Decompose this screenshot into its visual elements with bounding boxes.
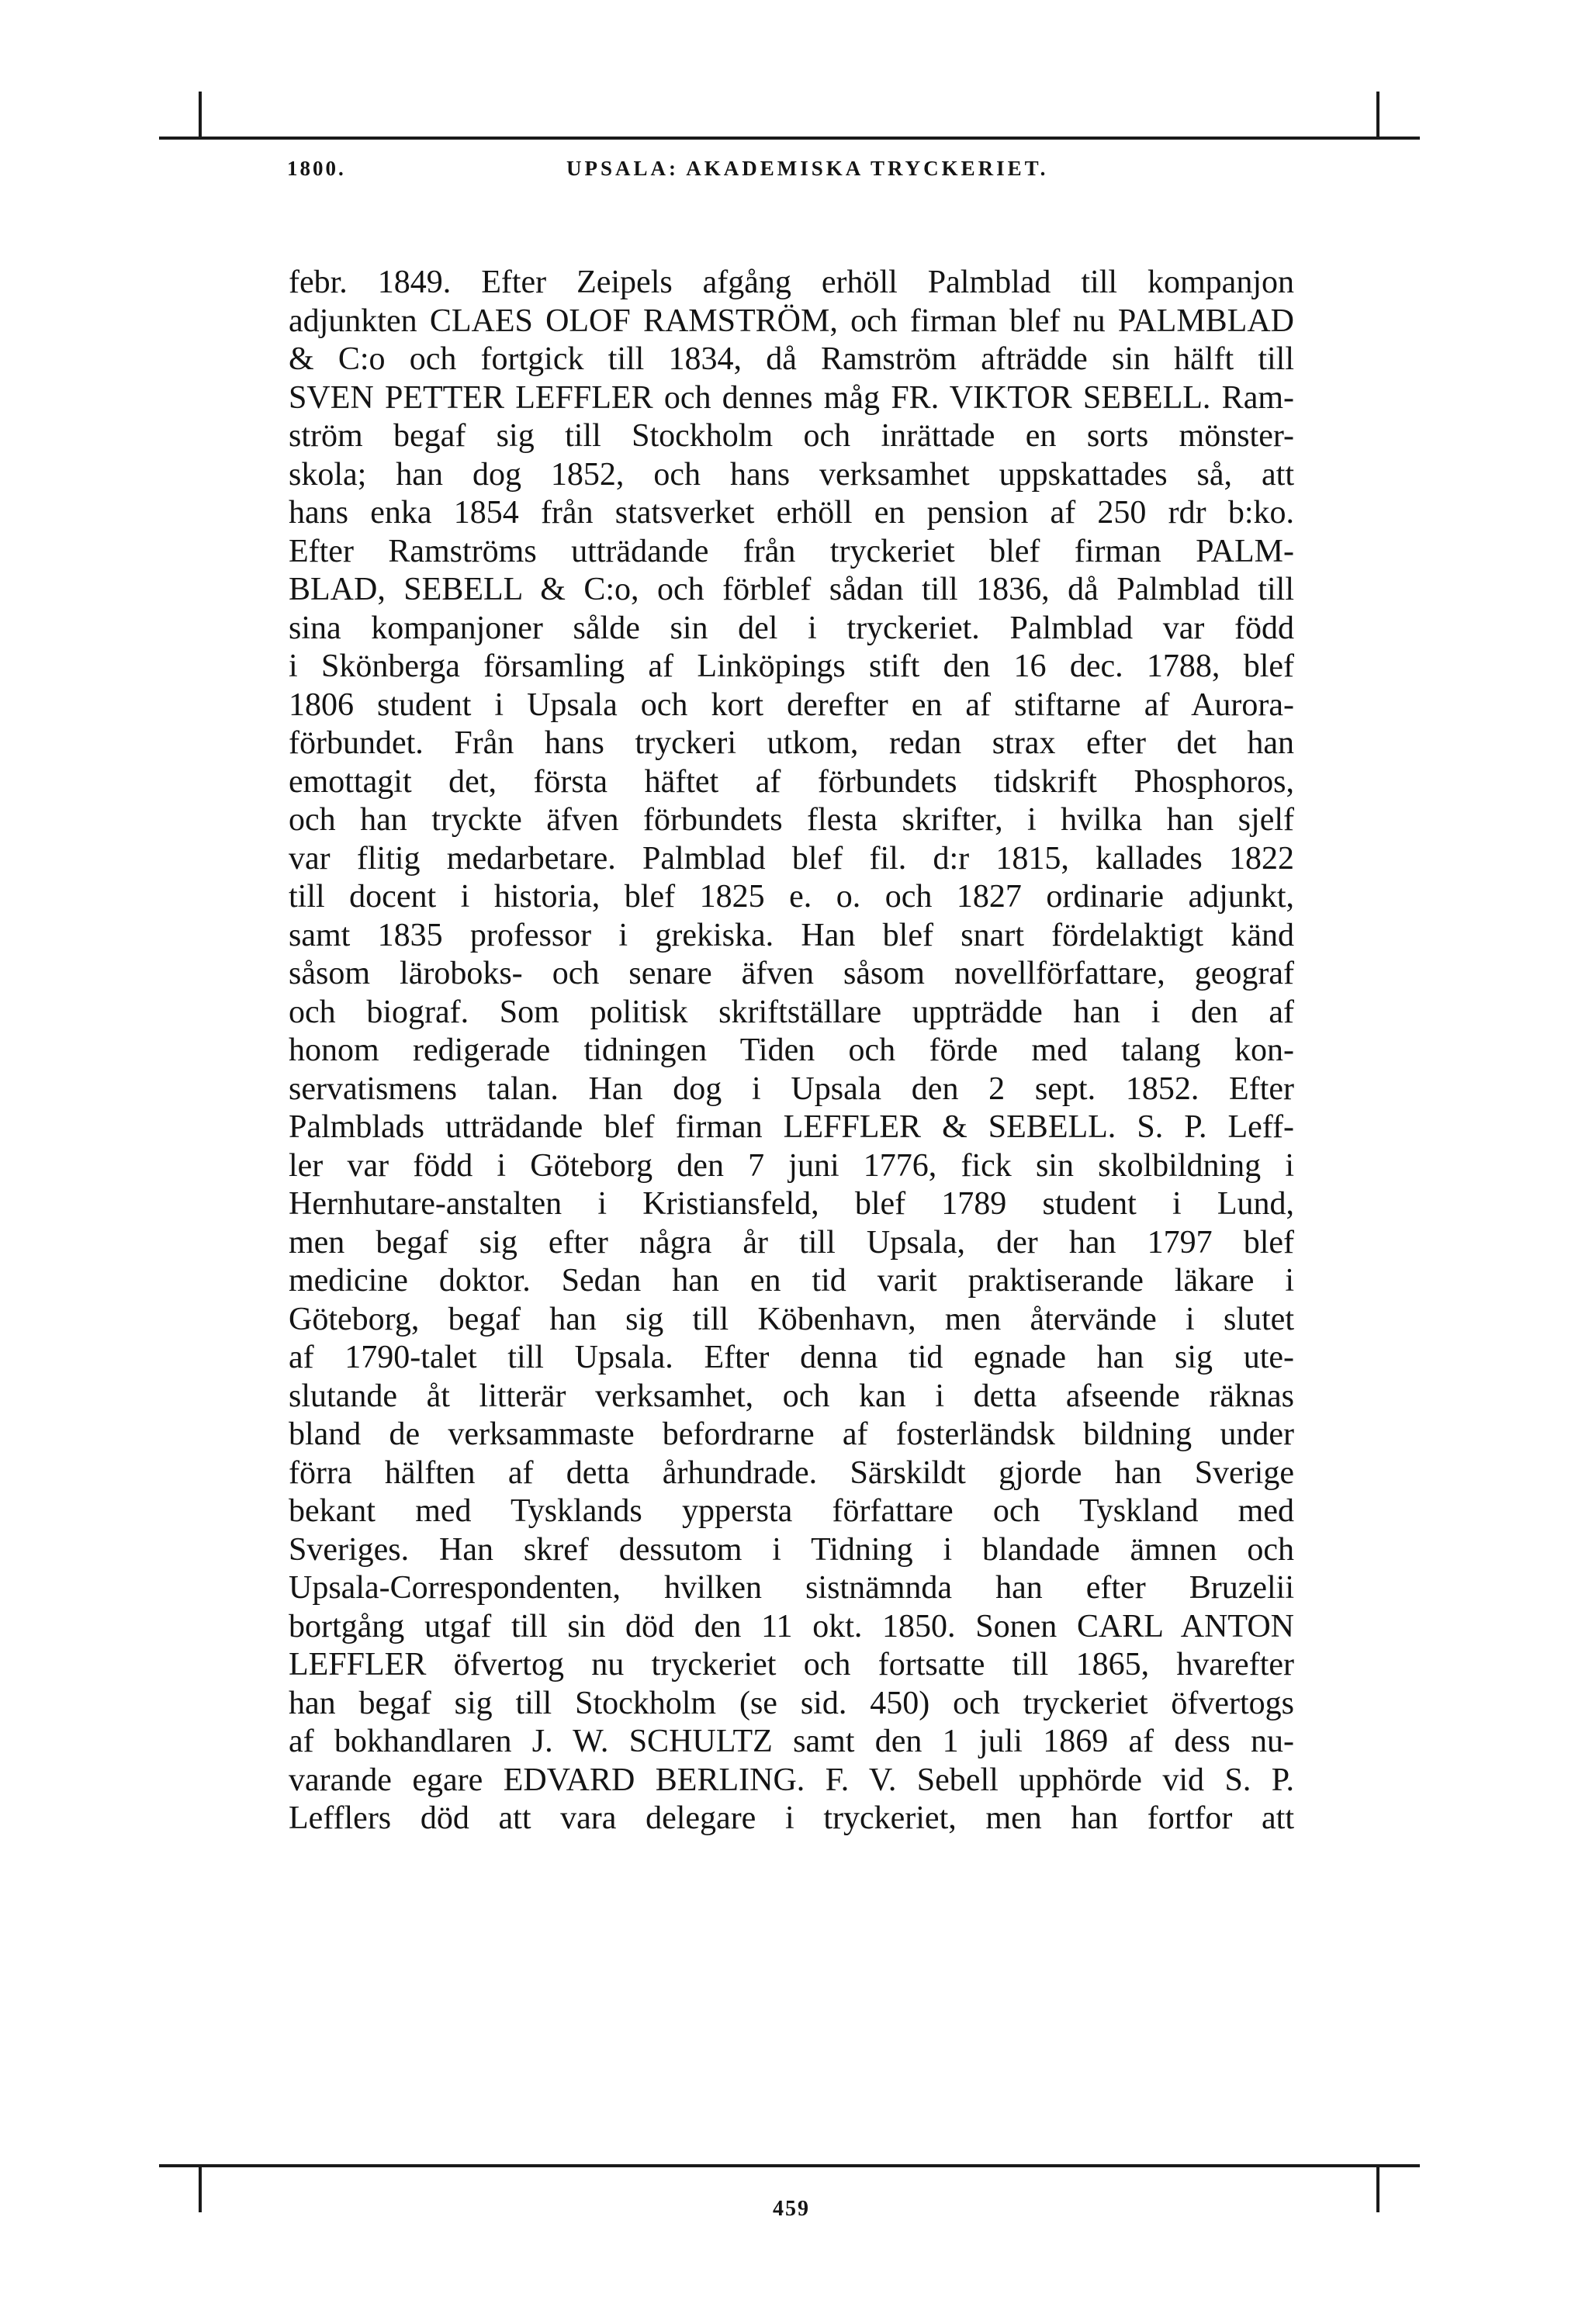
text-line: samt 1835 professor i grekiska. Han blef snart fördelaktigt känd bbox=[289, 917, 1294, 953]
text-line: LEFFLER öfvertog nu tryckeriet och fortsatte till 1865, hvarefter bbox=[289, 1647, 1294, 1682]
text-line: sina kompanjoner sålde sin del i tryckeriet. Palmblad var född bbox=[289, 610, 1294, 646]
top-rule bbox=[159, 137, 1420, 140]
header-year: 1800. bbox=[287, 157, 346, 180]
text-line: Lefflers död att vara delegare i tryckeriet, men han fortfor att bbox=[289, 1800, 1294, 1836]
top-right-tick bbox=[1376, 92, 1379, 140]
text-line: i Skönberga församling af Linköpings stift den 16 dec. 1788, blef bbox=[289, 648, 1294, 684]
text-line: men begaf sig efter några år till Upsala, der han 1797 blef bbox=[289, 1224, 1294, 1261]
text-line: servatismens talan. Han dog i Upsala den 2 sept. 1852. Efter bbox=[289, 1070, 1294, 1107]
text-line: af 1790-talet till Upsala. Efter denna tid egnade han sig ute- bbox=[289, 1340, 1294, 1375]
text-line: varande egare EDVARD BERLING. F. V. Sebell upphörde vid S. P. bbox=[289, 1762, 1294, 1798]
text-line: såsom läroboks- och senare äfven såsom novellförfattare, geograf bbox=[289, 956, 1294, 991]
text-line: adjunkten CLAES OLOF RAMSTRÖM, och firman blef nu PALMBLAD bbox=[289, 303, 1294, 339]
text-line: emottagit det, första häftet af förbundets tidskrift Phosphoros, bbox=[289, 763, 1294, 800]
text-line: 1806 student i Upsala och kort derefter en af stiftarne af Aurora- bbox=[289, 686, 1294, 723]
text-line: skola; han dog 1852, och hans verksamhet uppskattades så, att bbox=[289, 456, 1294, 493]
page-number: 459 bbox=[773, 2197, 810, 2221]
text-line: bortgång utgaf till sin död den 11 okt. 1850. Sonen CARL ANTON bbox=[289, 1608, 1294, 1644]
text-line: till docent i historia, blef 1825 e. o. och 1827 ordinarie adjunkt, bbox=[289, 879, 1294, 915]
text-line: bekant med Tysklands yppersta författare och Tyskland med bbox=[289, 1493, 1294, 1529]
text-line: Göteborg, begaf han sig till Köbenhavn, men återvände i slutet bbox=[289, 1301, 1294, 1337]
text-line: förbundet. Från hans tryckeri utkom, redan strax efter det han bbox=[289, 725, 1294, 761]
text-line: SVEN PETTER LEFFLER och dennes måg FR. VIKTOR SEBELL. Ram- bbox=[289, 379, 1294, 416]
text-line: Hernhutare-anstalten i Kristiansfeld, blef 1789 student i Lund, bbox=[289, 1186, 1294, 1222]
top-left-tick bbox=[199, 92, 202, 140]
text-line: bland de verksammaste befordrarne af fosterländsk bildning under bbox=[289, 1416, 1294, 1452]
text-line: ström begaf sig till Stockholm och inrättade en sorts mönster- bbox=[289, 418, 1294, 454]
text-line: af bokhandlaren J. W. SCHULTZ samt den 1 juli 1869 af dess nu- bbox=[289, 1724, 1294, 1759]
bottom-rule bbox=[159, 2164, 1420, 2167]
text-line: han begaf sig till Stockholm (se sid. 450) och tryckeriet öfvertogs bbox=[289, 1685, 1294, 1721]
text-line: & C:o och fortgick till 1834, då Ramström afträdde sin hälft till bbox=[289, 341, 1294, 377]
text-line: och biograf. Som politisk skriftställare uppträdde han i den af bbox=[289, 994, 1294, 1030]
text-line: hans enka 1854 från statsverket erhöll en pension af 250 rdr b:ko. bbox=[289, 495, 1294, 531]
text-line: ler var född i Göteborg den 7 juni 1776, fick sin skolbildning i bbox=[289, 1147, 1294, 1184]
text-line: var flitig medarbetare. Palmblad blef fil. d:r 1815, kallades 1822 bbox=[289, 840, 1294, 877]
text-line: förra hälften af detta århundrade. Särskildt gjorde han Sverige bbox=[289, 1454, 1294, 1491]
bottom-left-tick bbox=[199, 2164, 202, 2212]
text-line: medicine doktor. Sedan han en tid varit praktiserande läkare i bbox=[289, 1263, 1294, 1299]
text-line: Efter Ramströms utträdande från tryckeriet blef firman PALM- bbox=[289, 533, 1294, 569]
text-line: slutande åt litterär verksamhet, och kan i detta afseende räknas bbox=[289, 1378, 1294, 1414]
bottom-right-tick bbox=[1376, 2164, 1379, 2212]
text-line: och han tryckte äfven förbundets flesta skrifter, i hvilka han sjelf bbox=[289, 802, 1294, 838]
text-line: BLAD, SEBELL & C:o, och förblef sådan till 1836, då Palmblad till bbox=[289, 572, 1294, 607]
text-line: febr. 1849. Efter Zeipels afgång erhöll Palmblad till kompanjon bbox=[289, 265, 1294, 300]
body-text bbox=[289, 264, 1294, 1838]
text-line: Sveriges. Han skref dessutom i Tidning i blandade ämnen och bbox=[289, 1531, 1294, 1568]
running-head bbox=[287, 157, 1296, 188]
header-title: UPSALA: AKADEMISKA TRYCKERIET. bbox=[566, 157, 1049, 180]
text-line: Palmblads utträdande blef firman LEFFLER & SEBELL. S. P. Leff- bbox=[289, 1109, 1294, 1145]
text-line: honom redigerade tidningen Tiden och förde med talang kon- bbox=[289, 1032, 1294, 1068]
text-line: Upsala-Correspondenten, hvilken sistnämnda han efter Bruzelii bbox=[289, 1570, 1294, 1606]
